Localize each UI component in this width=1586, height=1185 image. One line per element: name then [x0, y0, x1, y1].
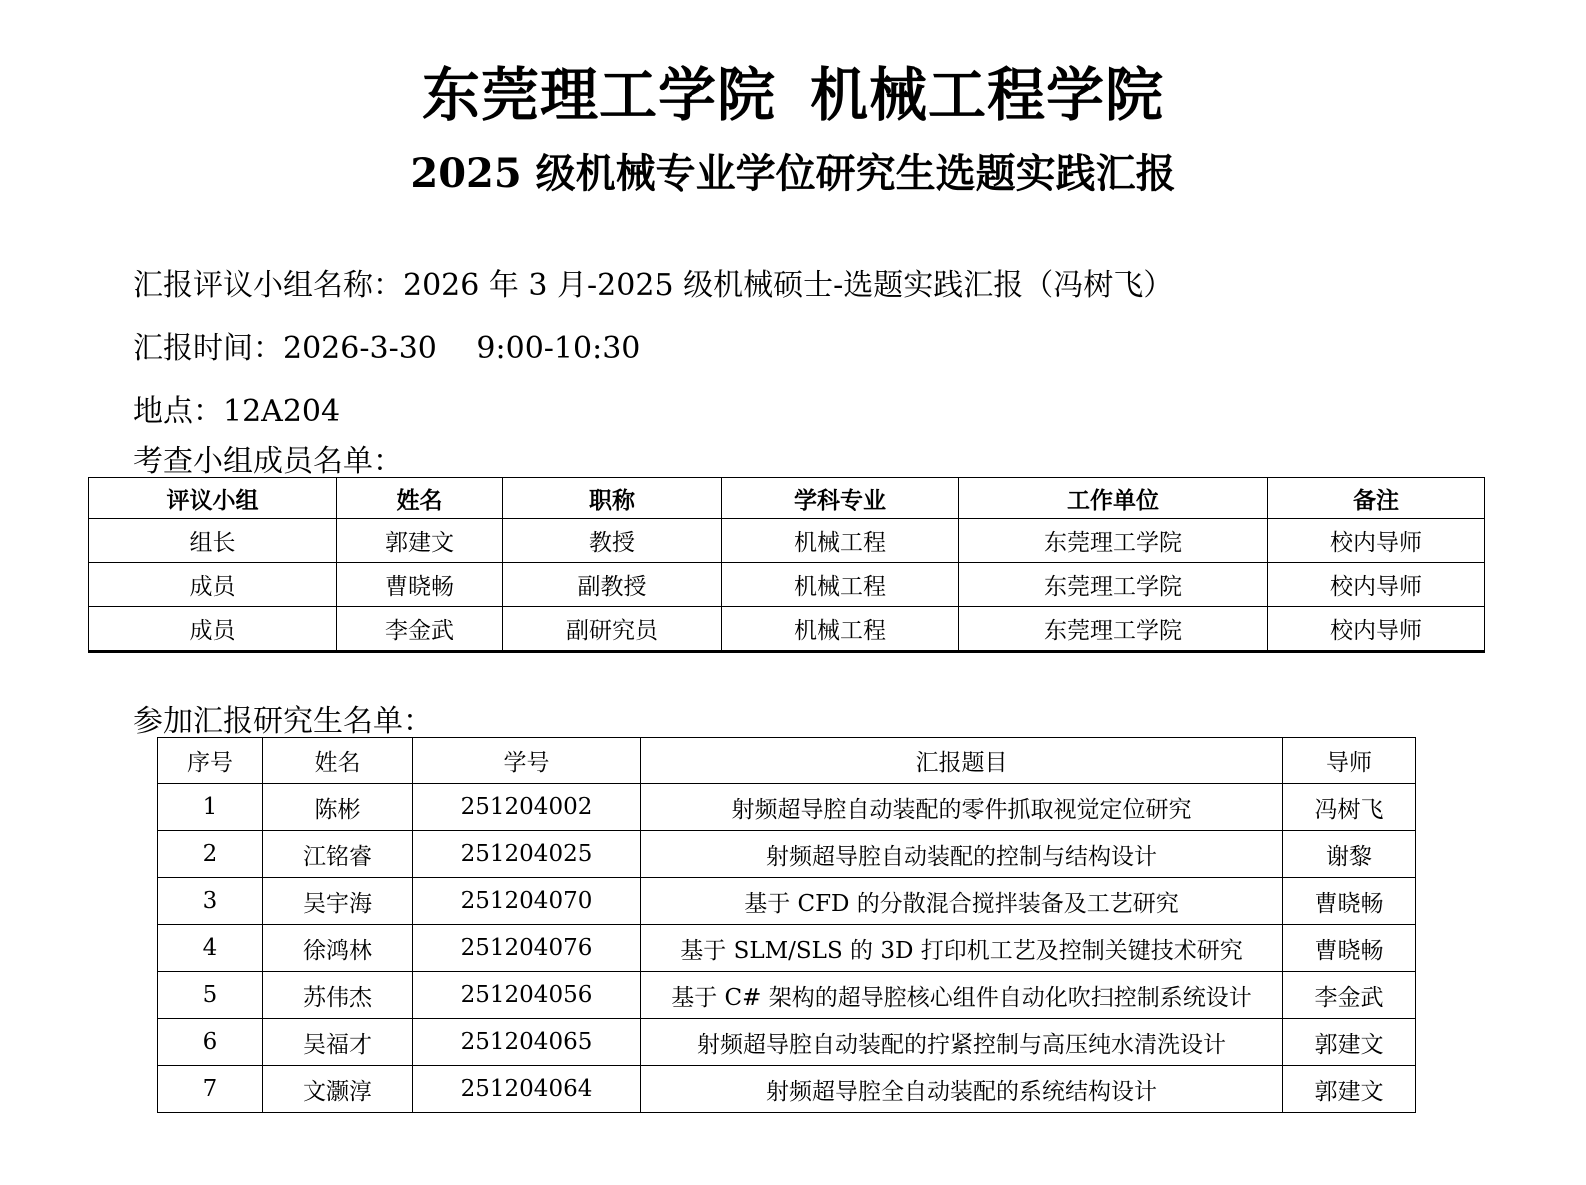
time-value: 2026-3-30 9:00-10:30 [283, 331, 641, 366]
students-heading: 参加汇报研究生名单： [133, 704, 433, 739]
group-name-value: 2026 年 3 月-2025 级机械硕士-选题实践汇报（冯树飞） [403, 268, 1174, 303]
student-advisor: 谢黎 [1283, 831, 1416, 878]
table-row [89, 519, 1485, 563]
committee-role: 成员 [89, 563, 337, 607]
students-col-advisor: 导师 [1283, 738, 1416, 784]
students-col-id: 学号 [413, 738, 641, 784]
place-value: 12A204 [223, 394, 341, 429]
table-row [158, 925, 1416, 972]
students-table [157, 737, 1416, 1113]
student-id: 251204056 [413, 972, 641, 1019]
group-name-label: 汇报评议小组名称： [133, 268, 403, 303]
committee-name: 郭建文 [337, 519, 503, 563]
table-row [158, 1019, 1416, 1066]
committee-col-name: 姓名 [337, 478, 503, 519]
student-name: 江铭睿 [263, 831, 413, 878]
group-name-line [133, 260, 1173, 304]
student-index: 7 [158, 1066, 263, 1113]
committee-col-workplace: 工作单位 [959, 478, 1268, 519]
student-name: 陈彬 [263, 784, 413, 831]
student-topic: 基于 SLM/SLS 的 3D 打印机工艺及控制关键技术研究 [641, 925, 1283, 972]
committee-title: 副教授 [503, 563, 722, 607]
student-advisor: 冯树飞 [1283, 784, 1416, 831]
student-index: 6 [158, 1019, 263, 1066]
student-topic: 射频超导腔自动装配的控制与结构设计 [641, 831, 1283, 878]
committee-workplace: 东莞理工学院 [959, 563, 1268, 607]
page-title [0, 48, 1586, 132]
student-id: 251204002 [413, 784, 641, 831]
student-name: 苏伟杰 [263, 972, 413, 1019]
committee-discipline: 机械工程 [722, 563, 959, 607]
table-row [158, 878, 1416, 925]
students-col-topic: 汇报题目 [641, 738, 1283, 784]
student-topic: 射频超导腔自动装配的零件抓取视觉定位研究 [641, 784, 1283, 831]
student-name: 吴福才 [263, 1019, 413, 1066]
committee-remarks: 校内导师 [1268, 563, 1485, 607]
committee-title: 副研究员 [503, 607, 722, 652]
committee-discipline: 机械工程 [722, 519, 959, 563]
committee-name: 曹晓畅 [337, 563, 503, 607]
student-id: 251204070 [413, 878, 641, 925]
student-id: 251204076 [413, 925, 641, 972]
student-topic: 射频超导腔全自动装配的系统结构设计 [641, 1066, 1283, 1113]
student-id: 251204065 [413, 1019, 641, 1066]
place-label: 地点： [133, 394, 223, 429]
committee-remarks: 校内导师 [1268, 607, 1485, 652]
student-topic: 基于 C# 架构的超导腔核心组件自动化吹扫控制系统设计 [641, 972, 1283, 1019]
committee-col-title: 职称 [503, 478, 722, 519]
committee-role: 组长 [89, 519, 337, 563]
committee-workplace: 东莞理工学院 [959, 519, 1268, 563]
student-index: 1 [158, 784, 263, 831]
table-row [89, 563, 1485, 607]
page-subtitle: 2025 级机械专业学位研究生选题实践汇报 [410, 150, 1176, 197]
committee-header-row [89, 478, 1485, 519]
table-row [158, 831, 1416, 878]
committee-col-discipline: 学科专业 [722, 478, 959, 519]
committee-remarks: 校内导师 [1268, 519, 1485, 563]
committee-workplace: 东莞理工学院 [959, 607, 1268, 652]
student-advisor: 曹晓畅 [1283, 925, 1416, 972]
time-label: 汇报时间： [133, 331, 283, 366]
committee-heading: 考查小组成员名单： [133, 444, 403, 479]
table-row [158, 1066, 1416, 1113]
time-line [133, 323, 640, 367]
student-advisor: 郭建文 [1283, 1019, 1416, 1066]
student-index: 3 [158, 878, 263, 925]
committee-name: 李金武 [337, 607, 503, 652]
student-advisor: 郭建文 [1283, 1066, 1416, 1113]
students-col-index: 序号 [158, 738, 263, 784]
place-line [133, 386, 340, 430]
committee-title: 教授 [503, 519, 722, 563]
table-row [158, 972, 1416, 1019]
college-name: 机械工程学院 [810, 61, 1165, 129]
student-advisor: 李金武 [1283, 972, 1416, 1019]
student-name: 吴宇海 [263, 878, 413, 925]
committee-discipline: 机械工程 [722, 607, 959, 652]
student-index: 2 [158, 831, 263, 878]
students-col-name: 姓名 [263, 738, 413, 784]
student-id: 251204064 [413, 1066, 641, 1113]
school-name: 东莞理工学院 [421, 61, 776, 129]
student-advisor: 曹晓畅 [1283, 878, 1416, 925]
student-index: 5 [158, 972, 263, 1019]
committee-col-remarks: 备注 [1268, 478, 1485, 519]
committee-table [88, 477, 1485, 653]
student-id: 251204025 [413, 831, 641, 878]
student-topic: 射频超导腔自动装配的拧紧控制与高压纯水清洗设计 [641, 1019, 1283, 1066]
students-header-row [158, 738, 1416, 784]
student-name: 文灏淳 [263, 1066, 413, 1113]
table-row [158, 784, 1416, 831]
student-topic: 基于 CFD 的分散混合搅拌装备及工艺研究 [641, 878, 1283, 925]
student-name: 徐鸿林 [263, 925, 413, 972]
student-index: 4 [158, 925, 263, 972]
committee-role: 成员 [89, 607, 337, 652]
table-row [89, 607, 1485, 652]
committee-col-role: 评议小组 [89, 478, 337, 519]
